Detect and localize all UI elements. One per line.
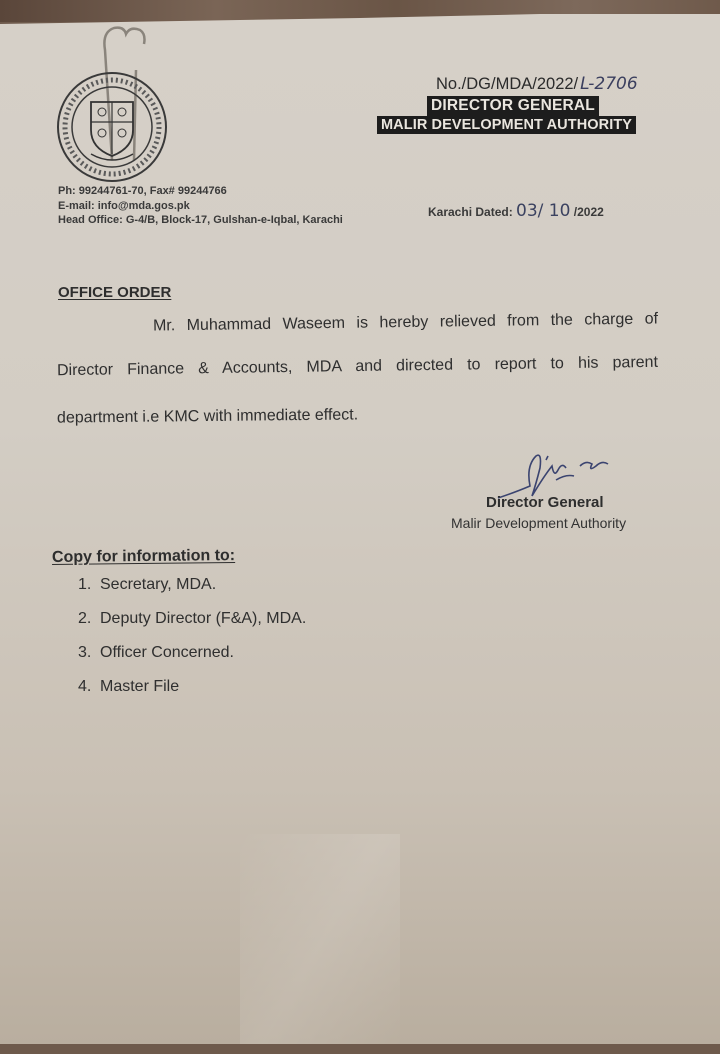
organization-banner: MALIR DEVELOPMENT AUTHORITY (377, 116, 636, 134)
dated-line (428, 201, 604, 221)
signatory-organization: Malir Development Authority (451, 515, 627, 531)
signatory-title: Director General (486, 494, 604, 511)
reference-handwritten: L-2706 (580, 74, 638, 94)
reference-number (436, 74, 638, 94)
list-item: 4. Master File (78, 678, 180, 695)
order-body-line-3: department i.e KMC with immediate effect. (56, 406, 359, 427)
list-item: 1. Secretary, MDA. (78, 576, 217, 593)
dated-year: /2022 (573, 205, 604, 219)
dated-label: Karachi Dated: (428, 205, 513, 219)
copy-to-list (78, 576, 306, 712)
order-body-line-1: Mr. Muhammad Waseem is hereby relieved from the charge of (152, 310, 659, 335)
dated-handwritten: 03/ 10 (516, 201, 571, 221)
email: E-mail: info@mda.gos.pk (58, 199, 190, 212)
list-item: 2. Deputy Director (F&A), MDA. (78, 610, 307, 627)
office-title-banner: DIRECTOR GENERAL (427, 96, 599, 116)
list-item: 3. Officer Concerned. (78, 644, 234, 661)
order-title: OFFICE ORDER (58, 284, 172, 301)
phone-fax: Ph: 99244761-70, Fax# 99244766 (58, 185, 227, 197)
order-body-line-2: Director Finance & Accounts, MDA and directed to report to his parent (56, 353, 659, 380)
copy-to-title: Copy for information to: (51, 547, 236, 566)
contact-block (58, 184, 343, 228)
mda-seal-icon (55, 70, 170, 185)
head-office-address: Head Office: G-4/B, Block-17, Gulshan-e-Iqbal, Karachi (58, 214, 343, 226)
reference-printed: No./DG/MDA/2022/ (436, 75, 579, 93)
